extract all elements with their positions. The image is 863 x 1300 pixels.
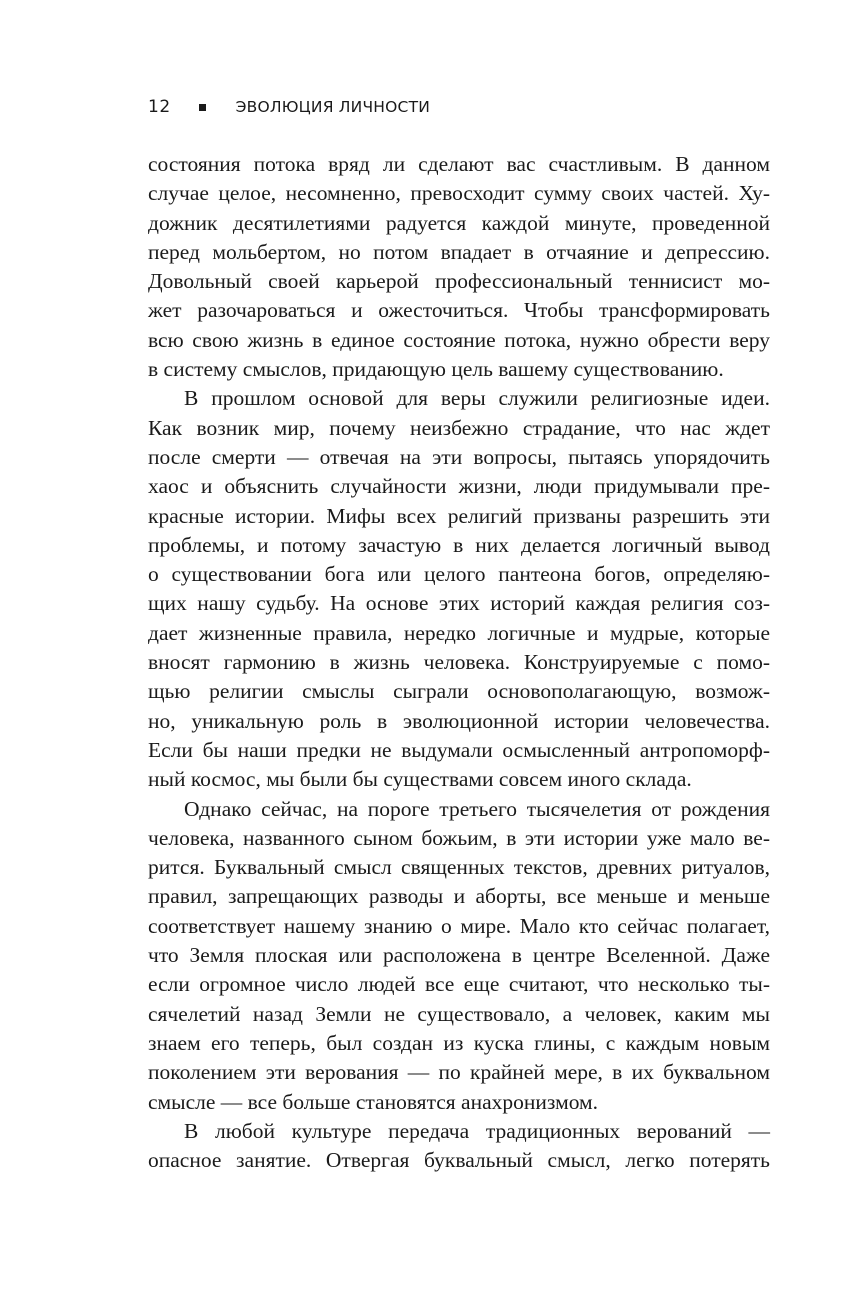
text-line: жет разочароваться и ожесточиться. Чтобы трансформировать bbox=[148, 298, 770, 323]
text-line: поколением эти верования — по крайней мере, в их буквальном bbox=[148, 1060, 770, 1085]
text-line: о существовании бога или целого пантеона богов, определяю- bbox=[148, 562, 770, 587]
text-line: щих нашу судьбу. На основе этих историй каждая религия соз- bbox=[148, 591, 770, 616]
text-line: знаем его теперь, был создан из куска глины, с каждым новым bbox=[148, 1030, 770, 1055]
text-line: случае целое, несомненно, превосходит сумму своих частей. Ху- bbox=[148, 181, 770, 206]
text-line: опасное занятие. Отвергая буквальный смысл, легко потерять bbox=[148, 1148, 770, 1173]
text-line: человека, названного сыном божьим, в эти истории уже мало ве- bbox=[148, 825, 770, 850]
text-line: Если бы наши предки не выдумали осмысленный антропоморф- bbox=[148, 737, 770, 762]
text-line: Довольный своей карьерой профессиональный теннисист мо- bbox=[148, 269, 770, 294]
text-line: Однако сейчас, на пороге третьего тысячелетия от рождения bbox=[184, 796, 770, 821]
page-number: 12 bbox=[148, 97, 171, 117]
text-line: дожник десятилетиями радуется каждой минуте, проведенной bbox=[148, 210, 770, 235]
text-line: правил, запрещающих разводы и аборты, все меньше и меньше bbox=[148, 884, 770, 909]
running-title: ЭВОЛЮЦИЯ ЛИЧНОСТИ bbox=[235, 98, 431, 116]
text-line: В прошлом основой для веры служили религиозные идеи. bbox=[184, 386, 770, 411]
text-line: рится. Буквальный смысл священных текстов, древних ритуалов, bbox=[148, 855, 770, 880]
text-line: ный космос, мы были бы существами совсем иного склада. bbox=[148, 767, 692, 792]
text-line: перед мольбертом, но потом впадает в отчаяние и депрессию. bbox=[148, 239, 770, 264]
square-icon bbox=[199, 104, 206, 111]
text-line: Как возник мир, почему неизбежно страдание, что нас ждет bbox=[148, 415, 770, 440]
text-line: смысле — все больше становятся анахронизмом. bbox=[148, 1089, 599, 1114]
text-line: сячелетий назад Земли не существовало, а человек, каким мы bbox=[148, 1001, 770, 1026]
body-text bbox=[148, 150, 770, 1175]
text-line: соответствует нашему знанию о мире. Мало кто сейчас полагает, bbox=[148, 913, 770, 938]
text-line: но, уникальную роль в эволюционной истории человечества. bbox=[148, 708, 770, 733]
text-line: красные истории. Мифы всех религий призваны разрешить эти bbox=[148, 503, 770, 528]
text-line: дает жизненные правила, нередко логичные и мудрые, которые bbox=[148, 620, 770, 645]
text-line: после смерти — отвечая на эти вопросы, пытаясь упорядочить bbox=[148, 444, 770, 469]
text-line: всю свою жизнь в единое состояние потока, нужно обрести веру bbox=[148, 327, 770, 352]
text-line: в систему смыслов, придающую цель вашему существованию. bbox=[148, 357, 724, 382]
text-line: состояния потока вряд ли сделают вас счастливым. В данном bbox=[148, 152, 770, 176]
text-line: если огромное число людей все еще считают, что несколько ты- bbox=[148, 972, 770, 997]
text-line: проблемы, и потому зачастую в них делается логичный вывод bbox=[148, 532, 770, 557]
text-line: хаос и объяснить случайности жизни, люди придумывали пре- bbox=[148, 474, 770, 499]
text-line: щью религии смыслы сыграли основополагающую, возмож- bbox=[148, 679, 770, 704]
text-line: вносят гармонию в жизнь человека. Конструируемые с помо- bbox=[148, 650, 770, 675]
text-line: В любой культуре передача традиционных верований — bbox=[184, 1118, 770, 1143]
running-head bbox=[148, 94, 430, 120]
text-line: что Земля плоская или расположена в центре Вселенной. Даже bbox=[148, 943, 770, 968]
